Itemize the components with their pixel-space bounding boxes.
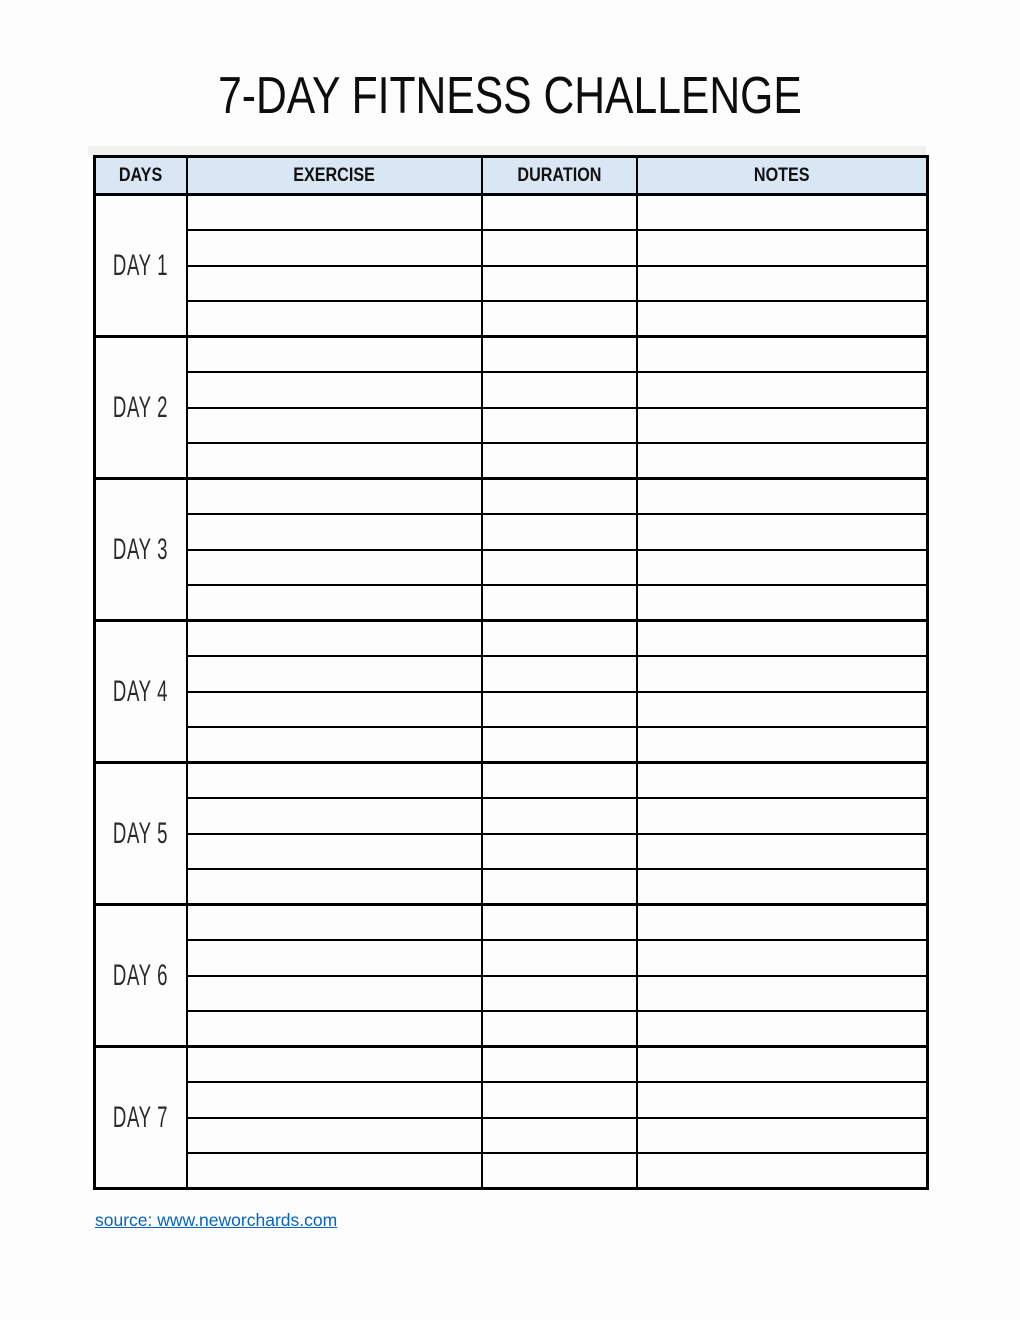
exercise-cell (187, 479, 482, 515)
notes-cell (637, 621, 928, 657)
duration-cell (482, 869, 637, 905)
day-label: DAY 3 (113, 532, 169, 566)
duration-cell (482, 940, 637, 976)
day-cell (95, 763, 187, 905)
table-row (95, 656, 928, 692)
table-row (95, 1082, 928, 1118)
notes-cell (637, 692, 928, 728)
duration-cell (482, 550, 637, 586)
notes-cell (637, 195, 928, 231)
exercise-cell (187, 763, 482, 799)
duration-cell (482, 266, 637, 302)
exercise-cell (187, 1047, 482, 1083)
exercise-cell (187, 905, 482, 941)
day-cell (95, 337, 187, 479)
exercise-cell (187, 1011, 482, 1047)
fitness-challenge-table (93, 155, 929, 1190)
table-row (95, 798, 928, 834)
duration-cell (482, 514, 637, 550)
column-header-duration-label: DURATION (516, 164, 602, 186)
duration-cell (482, 1047, 637, 1083)
notes-cell (637, 443, 928, 479)
duration-cell (482, 905, 637, 941)
exercise-cell (187, 798, 482, 834)
exercise-cell (187, 301, 482, 337)
duration-cell (482, 1082, 637, 1118)
table-row (95, 1047, 928, 1083)
duration-cell (482, 372, 637, 408)
table-row (95, 763, 928, 799)
duration-cell (482, 727, 637, 763)
table-row (95, 869, 928, 905)
duration-cell (482, 443, 637, 479)
day-cell (95, 195, 187, 337)
notes-cell (637, 834, 928, 870)
table-row (95, 514, 928, 550)
column-header-exercise-label: EXERCISE (293, 164, 375, 186)
exercise-cell (187, 621, 482, 657)
page-title (0, 66, 1020, 126)
table-row (95, 976, 928, 1012)
table-row (95, 195, 928, 231)
column-header-exercise (187, 157, 482, 195)
exercise-cell (187, 1082, 482, 1118)
exercise-cell (187, 195, 482, 231)
table-row (95, 372, 928, 408)
duration-cell (482, 976, 637, 1012)
duration-cell (482, 230, 637, 266)
notes-cell (637, 337, 928, 373)
exercise-cell (187, 266, 482, 302)
notes-cell (637, 372, 928, 408)
duration-cell (482, 1153, 637, 1189)
table-row (95, 834, 928, 870)
exercise-cell (187, 585, 482, 621)
duration-cell (482, 301, 637, 337)
notes-cell (637, 230, 928, 266)
duration-cell (482, 337, 637, 373)
exercise-cell (187, 337, 482, 373)
table-row (95, 1118, 928, 1154)
duration-cell (482, 195, 637, 231)
source-link[interactable]: source: www.neworchards.com (95, 1210, 338, 1230)
notes-cell (637, 1082, 928, 1118)
notes-cell (637, 1011, 928, 1047)
day-label: DAY 2 (113, 390, 169, 424)
notes-cell (637, 479, 928, 515)
exercise-cell (187, 834, 482, 870)
day-cell (95, 1047, 187, 1189)
notes-cell (637, 408, 928, 444)
exercise-cell (187, 976, 482, 1012)
day-cell (95, 479, 187, 621)
exercise-cell (187, 408, 482, 444)
table-row (95, 621, 928, 657)
table-row (95, 301, 928, 337)
notes-cell (637, 727, 928, 763)
duration-cell (482, 621, 637, 657)
table-row (95, 408, 928, 444)
exercise-cell (187, 1153, 482, 1189)
day-cell (95, 905, 187, 1047)
exercise-cell (187, 372, 482, 408)
column-header-duration (482, 157, 637, 195)
notes-cell (637, 301, 928, 337)
day-label: DAY 6 (113, 958, 169, 992)
notes-cell (637, 940, 928, 976)
table-row (95, 905, 928, 941)
table-row (95, 443, 928, 479)
table-row (95, 479, 928, 515)
notes-cell (637, 976, 928, 1012)
exercise-cell (187, 940, 482, 976)
notes-cell (637, 514, 928, 550)
exercise-cell (187, 656, 482, 692)
exercise-cell (187, 230, 482, 266)
table-row (95, 692, 928, 728)
notes-cell (637, 550, 928, 586)
column-header-notes-label: NOTES (753, 164, 810, 186)
exercise-cell (187, 1118, 482, 1154)
notes-cell (637, 266, 928, 302)
notes-cell (637, 869, 928, 905)
exercise-cell (187, 514, 482, 550)
duration-cell (482, 692, 637, 728)
exercise-cell (187, 692, 482, 728)
table-row (95, 337, 928, 373)
duration-cell (482, 1011, 637, 1047)
notes-cell (637, 656, 928, 692)
table-row (95, 550, 928, 586)
table-header-row (95, 157, 928, 195)
fitness-table-container (93, 155, 929, 1190)
duration-cell (482, 798, 637, 834)
notes-cell (637, 585, 928, 621)
table-row (95, 1153, 928, 1189)
table-row (95, 266, 928, 302)
day-label: DAY 5 (113, 816, 169, 850)
exercise-cell (187, 443, 482, 479)
notes-cell (637, 1153, 928, 1189)
day-label: DAY 1 (113, 248, 169, 282)
column-header-days (95, 157, 187, 195)
duration-cell (482, 585, 637, 621)
duration-cell (482, 656, 637, 692)
day-label: DAY 7 (113, 1100, 169, 1134)
day-label: DAY 4 (113, 674, 169, 708)
notes-cell (637, 798, 928, 834)
duration-cell (482, 763, 637, 799)
page-title-text: 7-DAY FITNESS CHALLENGE (218, 67, 802, 125)
day-cell (95, 621, 187, 763)
notes-cell (637, 763, 928, 799)
table-row (95, 230, 928, 266)
column-header-notes (637, 157, 928, 195)
duration-cell (482, 834, 637, 870)
notes-cell (637, 905, 928, 941)
duration-cell (482, 1118, 637, 1154)
column-header-days-label: DAYS (119, 164, 163, 186)
exercise-cell (187, 869, 482, 905)
table-row (95, 585, 928, 621)
notes-cell (637, 1118, 928, 1154)
duration-cell (482, 479, 637, 515)
exercise-cell (187, 550, 482, 586)
notes-cell (637, 1047, 928, 1083)
duration-cell (482, 408, 637, 444)
exercise-cell (187, 727, 482, 763)
table-row (95, 727, 928, 763)
table-row (95, 1011, 928, 1047)
table-row (95, 940, 928, 976)
decorative-top-band (88, 146, 926, 155)
